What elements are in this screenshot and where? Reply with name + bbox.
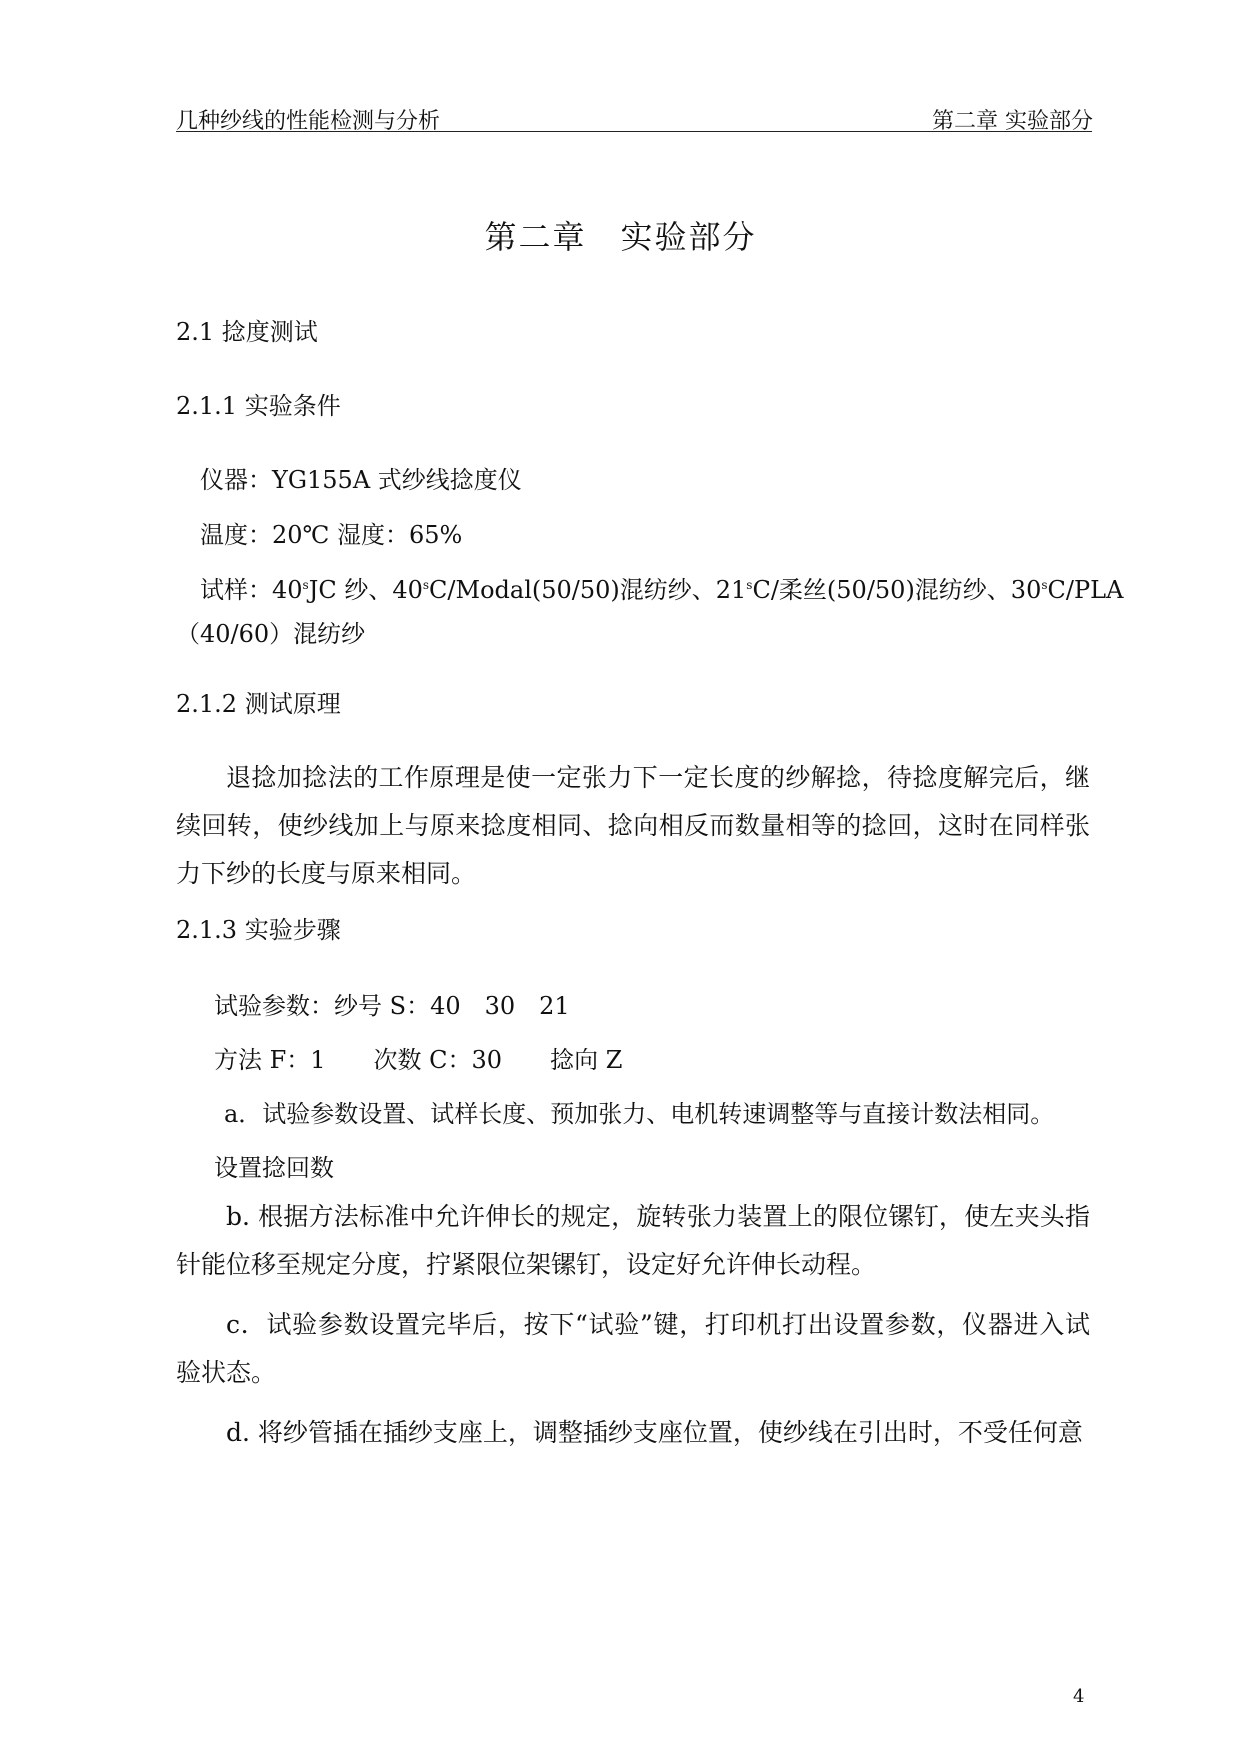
sample-sup-1: s (302, 578, 309, 592)
section-heading-2-1-1: 2.1.1 实验条件 (176, 392, 341, 420)
conditions-line: 温度：20℃ 湿度：65% (200, 521, 463, 549)
page-number: 4 (1073, 1686, 1085, 1707)
step-b: b. 根据方法标准中允许伸长的规定，旋转张力装置上的限位镙钉，使左夹头指针能位移至规定分度，拧紧限位架镙钉，设定好允许伸长动程。 (176, 1202, 1090, 1279)
running-header-chapter: 第二章 实验部分 (932, 109, 1093, 134)
principle-paragraph: 退捻加捻法的工作原理是使一定张力下一定长度的纱解捻，待捻度解完后，继续回转，使纱线加上与原来捻度相同、捻向相反而数量相等的捻回，这时在同样张力下纱的长度与原来相同。 (176, 763, 1090, 888)
step-d: d. 将纱管插在插纱支座上，调整插纱支座位置，使纱线在引出时，不受任何意 (226, 1418, 1083, 1447)
section-heading-2-1-3: 2.1.3 实验步骤 (176, 916, 341, 944)
chapter-title: 第二章 实验部分 (484, 218, 757, 256)
sample-text-3: C/Modal(50/50)混纺纱、21 (429, 576, 747, 604)
step-a: a．试验参数设置、试样长度、预加张力、电机转速调整等与直接计数法相同。 (224, 1100, 1055, 1128)
sample-sup-2: s (422, 578, 430, 592)
header-divider (176, 131, 1092, 132)
params-line-2: 方法 F：1 次数 C：30 捻向 Z (214, 1046, 623, 1074)
params-line-1: 试验参数：纱号 S：40 30 21 (214, 992, 570, 1020)
set-twist-label: 设置捻回数 (214, 1154, 334, 1182)
sample-line-2: （40/60）混纺纱 (176, 620, 366, 648)
sample-sup-3: s (746, 578, 753, 592)
sample-text-5: C/PLA (1047, 576, 1124, 604)
instrument-line: 仪器：YG155A 式纱线捻度仪 (200, 466, 522, 494)
sample-line (200, 570, 1123, 605)
sample-text-1: 试样：40 (200, 576, 303, 604)
section-heading-2-1: 2.1 捻度测试 (176, 318, 318, 346)
running-header-title: 几种纱线的性能检测与分析 (176, 109, 441, 134)
sample-text-4: C/柔丝(50/50)混纺纱、30 (752, 576, 1042, 604)
sample-text-2: JC 纱、40 (308, 576, 423, 604)
section-heading-2-1-2: 2.1.2 测试原理 (176, 690, 341, 718)
step-c: c．试验参数设置完毕后，按下“试验”键，打印机打出设置参数，仪器进入试验状态。 (176, 1310, 1090, 1387)
sample-sup-4: s (1041, 578, 1048, 592)
